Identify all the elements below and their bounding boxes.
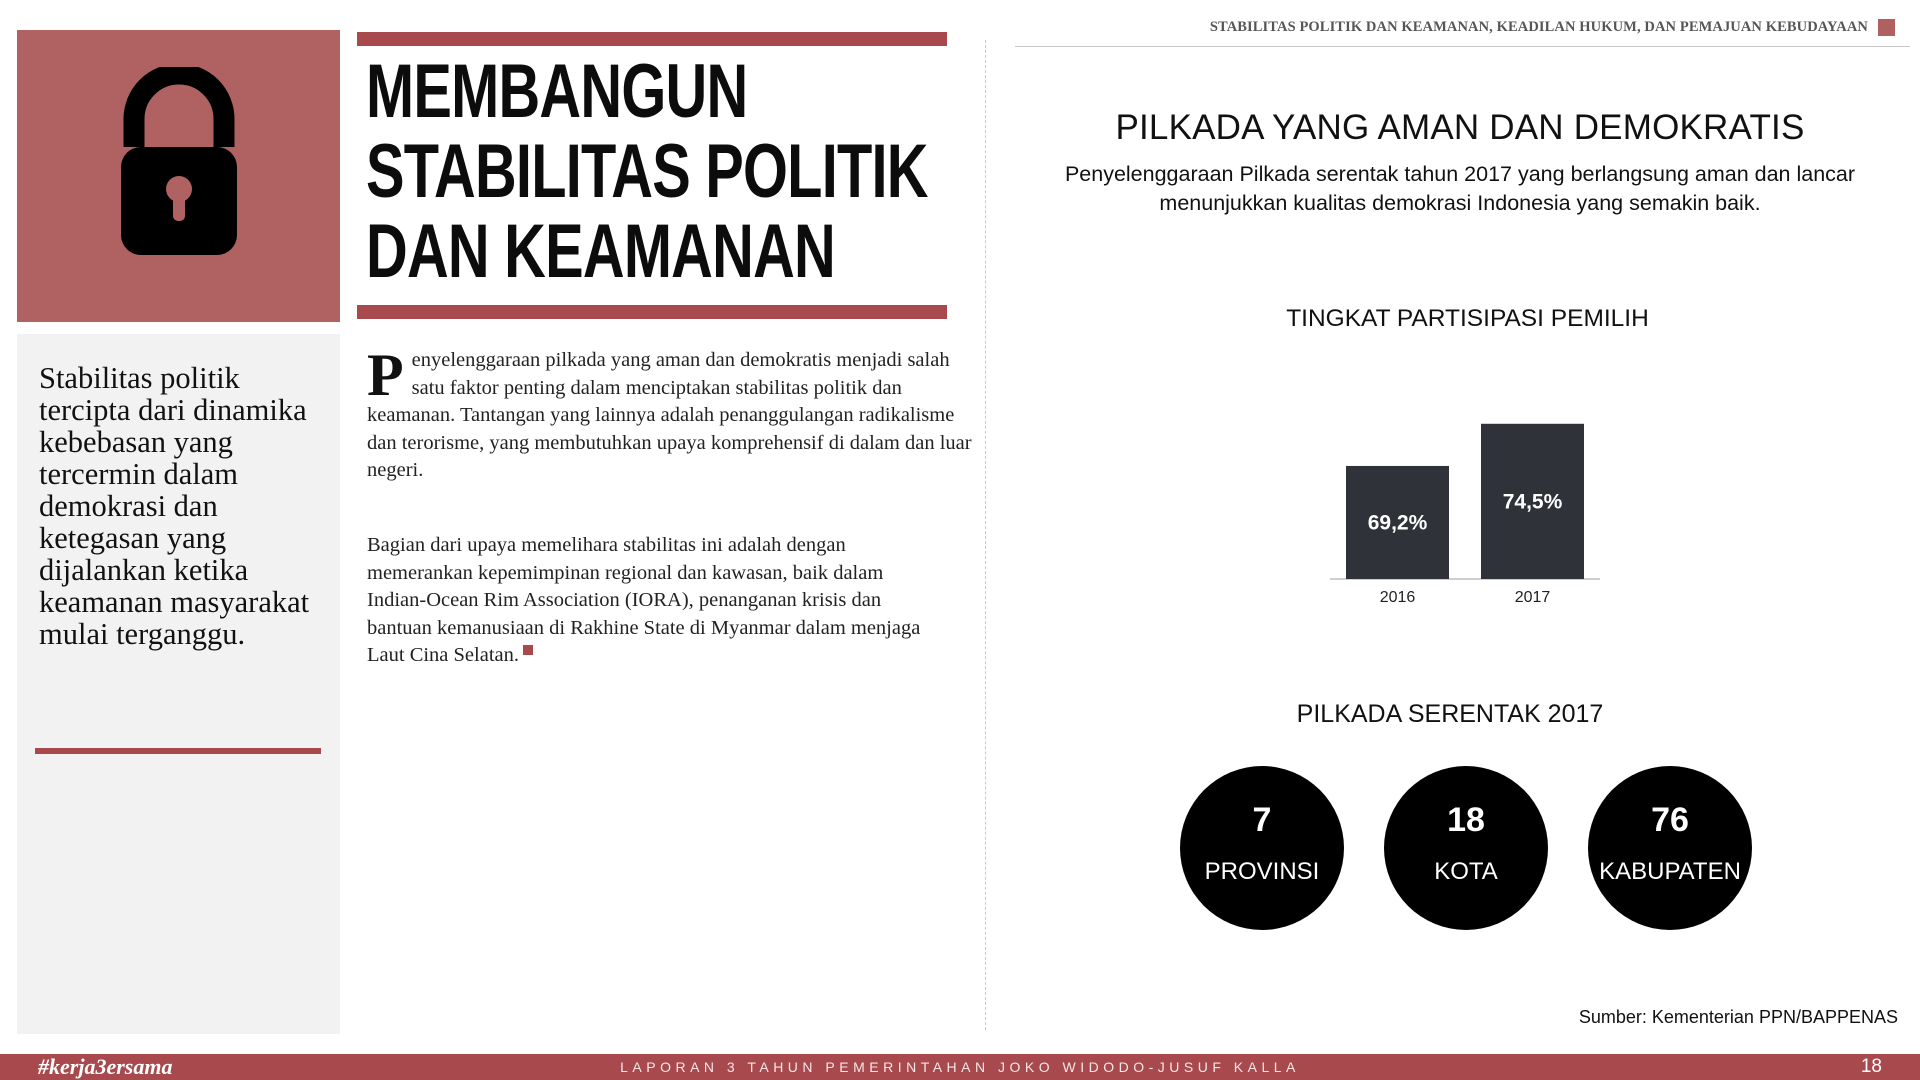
- stat-number: 18: [1447, 801, 1485, 839]
- subtitle-line: Penyelenggaraan Pilkada serentak tahun 2017 yang berlangsung aman dan lancar: [1064, 162, 1856, 186]
- page-number: 18: [1860, 1056, 1882, 1077]
- lock-panel: [17, 30, 340, 322]
- bar-value-label: 69,2%: [1367, 511, 1428, 535]
- x-tick-label: 2016: [1379, 589, 1416, 606]
- header-divider: [1015, 46, 1910, 47]
- section-title: STABILITAS POLITIK DAN KEAMANAN, KEADILAN HUKUM, DAN PEMAJUAN KEBUDAYAAN: [1209, 18, 1868, 35]
- title-rule-top: [357, 32, 947, 46]
- x-tick-label: 2017: [1514, 589, 1551, 606]
- infographic-title: PILKADA YANG AMAN DAN DEMOKRATIS: [1115, 108, 1805, 147]
- body-paragraph-1: [367, 342, 972, 485]
- stat-circle-kabupaten: [1588, 766, 1752, 930]
- chart-title: TINGKAT PARTISIPASI PEMILIH: [1286, 305, 1649, 332]
- paragraph-1-text: enyelenggaraan pilkada yang aman dan demokratis menjadi salah satu faktor penting dalam menciptakan stabilitas politik dan keamanan. Tantangan yang lainnya adalah penanggulangan radikalisme dan terorisme, yang membutuhkan upaya komprehensif di dalam dan luar negeri.: [367, 349, 972, 481]
- quote-panel: [17, 334, 340, 1034]
- pull-quote: Stabilitas politik tercipta dari dinamika kebebasan yang tercermin dalam demokrasi dan ketegasan yang dijalankan ketika keamanan masyarakat mulai terganggu.: [39, 361, 310, 651]
- subtitle-line: menunjukkan kualitas demokrasi Indonesia yang semakin baik.: [1159, 191, 1761, 215]
- footer-bar: [0, 1054, 1920, 1080]
- page-title: [366, 49, 928, 294]
- header-square-mark: [1878, 19, 1895, 36]
- body-paragraph-2: [367, 532, 927, 670]
- quote-rule: [35, 748, 321, 754]
- end-mark-icon: [523, 645, 533, 655]
- paragraph-2-text: Bagian dari upaya memelihara stabilitas ini adalah dengan memerankan kepemimpinan regional dan kawasan, baik dalam Indian-Ocean Rim Association (IORA), penanganan krisis dan bantuan kemanusiaan di Rakhine State di Myanmar dalam menjaga Laut Cina Selatan.: [367, 534, 921, 666]
- participation-bar-chart: [1320, 370, 1620, 610]
- column-divider: [985, 40, 986, 1030]
- footer-report-title: LAPORAN 3 TAHUN PEMERINTAHAN JOKO WIDODO-JUSUF KALLA: [620, 1059, 1300, 1075]
- title-line: DAN KEAMANAN: [366, 209, 835, 294]
- pilkada-stats: [1180, 766, 1753, 932]
- footer-hashtag: #kerja3ersama: [38, 1054, 173, 1079]
- stat-label: PROVINSI: [1204, 858, 1320, 885]
- section-header: [1210, 16, 1895, 38]
- infographic-subtitle: [1030, 160, 1890, 218]
- stat-circle-kota: [1384, 766, 1548, 930]
- stat-number: 76: [1651, 801, 1689, 839]
- title-line: MEMBANGUN: [366, 49, 748, 134]
- stat-label: KABUPATEN: [1599, 858, 1741, 885]
- stat-label: KOTA: [1434, 858, 1498, 885]
- pilkada-title: PILKADA SERENTAK 2017: [1296, 700, 1604, 728]
- stat-number: 7: [1252, 801, 1272, 839]
- title-rule-bottom: [357, 305, 947, 319]
- source-note: Sumber: Kementerian PPN/BAPPENAS: [1578, 1007, 1898, 1027]
- bar-value-label: 74,5%: [1502, 490, 1563, 514]
- stat-circle-provinsi: [1180, 766, 1344, 930]
- lock-icon: [104, 67, 254, 255]
- title-line: STABILITAS POLITIK: [366, 129, 928, 214]
- drop-cap: P: [367, 342, 404, 408]
